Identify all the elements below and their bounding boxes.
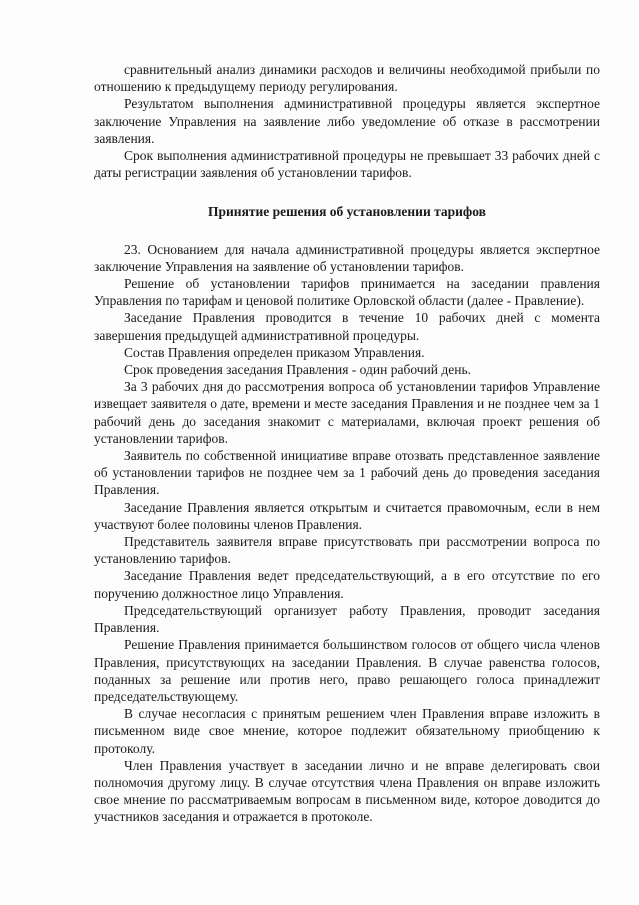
paragraph: В случае несогласия с принятым решением член Правления вправе изложить в письменном виде свое мнение, которое подлежит обязательному приобщению к протоколу. bbox=[94, 706, 600, 756]
paragraph: Представитель заявителя вправе присутствовать при рассмотрении вопроса по установлению тарифов. bbox=[94, 534, 600, 567]
paragraph: Срок проведения заседания Правления - один рабочий день. bbox=[124, 362, 471, 378]
paragraph: Решение об установлении тарифов принимается на заседании правления Управления по тарифам и ценовой политике Орловской области (далее - Правление). bbox=[94, 276, 600, 309]
paragraph: сравнительный анализ динамики расходов и величины необходимой прибыли по отношению к предыдущему периоду регулирования. bbox=[94, 62, 600, 95]
paragraph: Член Правления участвует в заседании лично и не вправе делегировать свои полномочия другому лицу. В случае отсутствия члена Правления он вправе изложить свое мнение по рассматриваемым вопросам в письменном виде, которое доводится до участников заседания и отражается в протоколе. bbox=[94, 757, 600, 825]
paragraph: Решение Правления принимается большинством голосов от общего числа членов Правления, присутствующих на заседании Правления. В случае равенства голосов, поданных за решение или против него, право решающего голоса принадлежит председательствующему. bbox=[94, 637, 600, 704]
paragraph: Заявитель по собственной инициативе вправе отозвать представленное заявление об установлении тарифов не позднее чем за 1 рабочий день до проведения заседания Правления. bbox=[94, 448, 600, 498]
paragraph: Заседание Правления проводится в течение 10 рабочих дней с момента завершения предыдущей административной процедуры. bbox=[94, 310, 600, 343]
paragraph: За 3 рабочих дня до рассмотрения вопроса об установлении тарифов Управление извещает заявителя о дате, времени и месте заседания Правления и не позднее чем за 1 рабочий день до заседания знакомит с материалами, включая проект решения об установлении тарифов. bbox=[94, 379, 600, 446]
section-heading: Принятие решения об установлении тарифов bbox=[208, 204, 486, 220]
paragraph: Председательствующий организует работу Правления, проводит заседания Правления. bbox=[94, 602, 600, 636]
paragraph: 23. Основанием для начала административной процедуры является экспертное заключение Управления на заявление об установлении тарифов. bbox=[94, 241, 600, 274]
paragraph: Срок выполнения административной процедуры не превышает 33 рабочих дней с даты регистрации заявления об установлении тарифов. bbox=[94, 148, 600, 181]
paragraph: Заседание Правления является открытым и считается правомочным, если в нем участвуют более половины членов Правления. bbox=[94, 499, 600, 532]
document-body bbox=[94, 61, 600, 826]
paragraph: Результатом выполнения административной процедуры является экспертное заключение Управления на заявление либо уведомление об отказе в рассмотрении заявления. bbox=[94, 96, 600, 146]
paragraph: Состав Правления определен приказом Управления. bbox=[124, 344, 425, 360]
paragraph: Заседание Правления ведет председательствующий, а в его отсутствие по его поручению должностное лицо Управления. bbox=[94, 568, 600, 601]
